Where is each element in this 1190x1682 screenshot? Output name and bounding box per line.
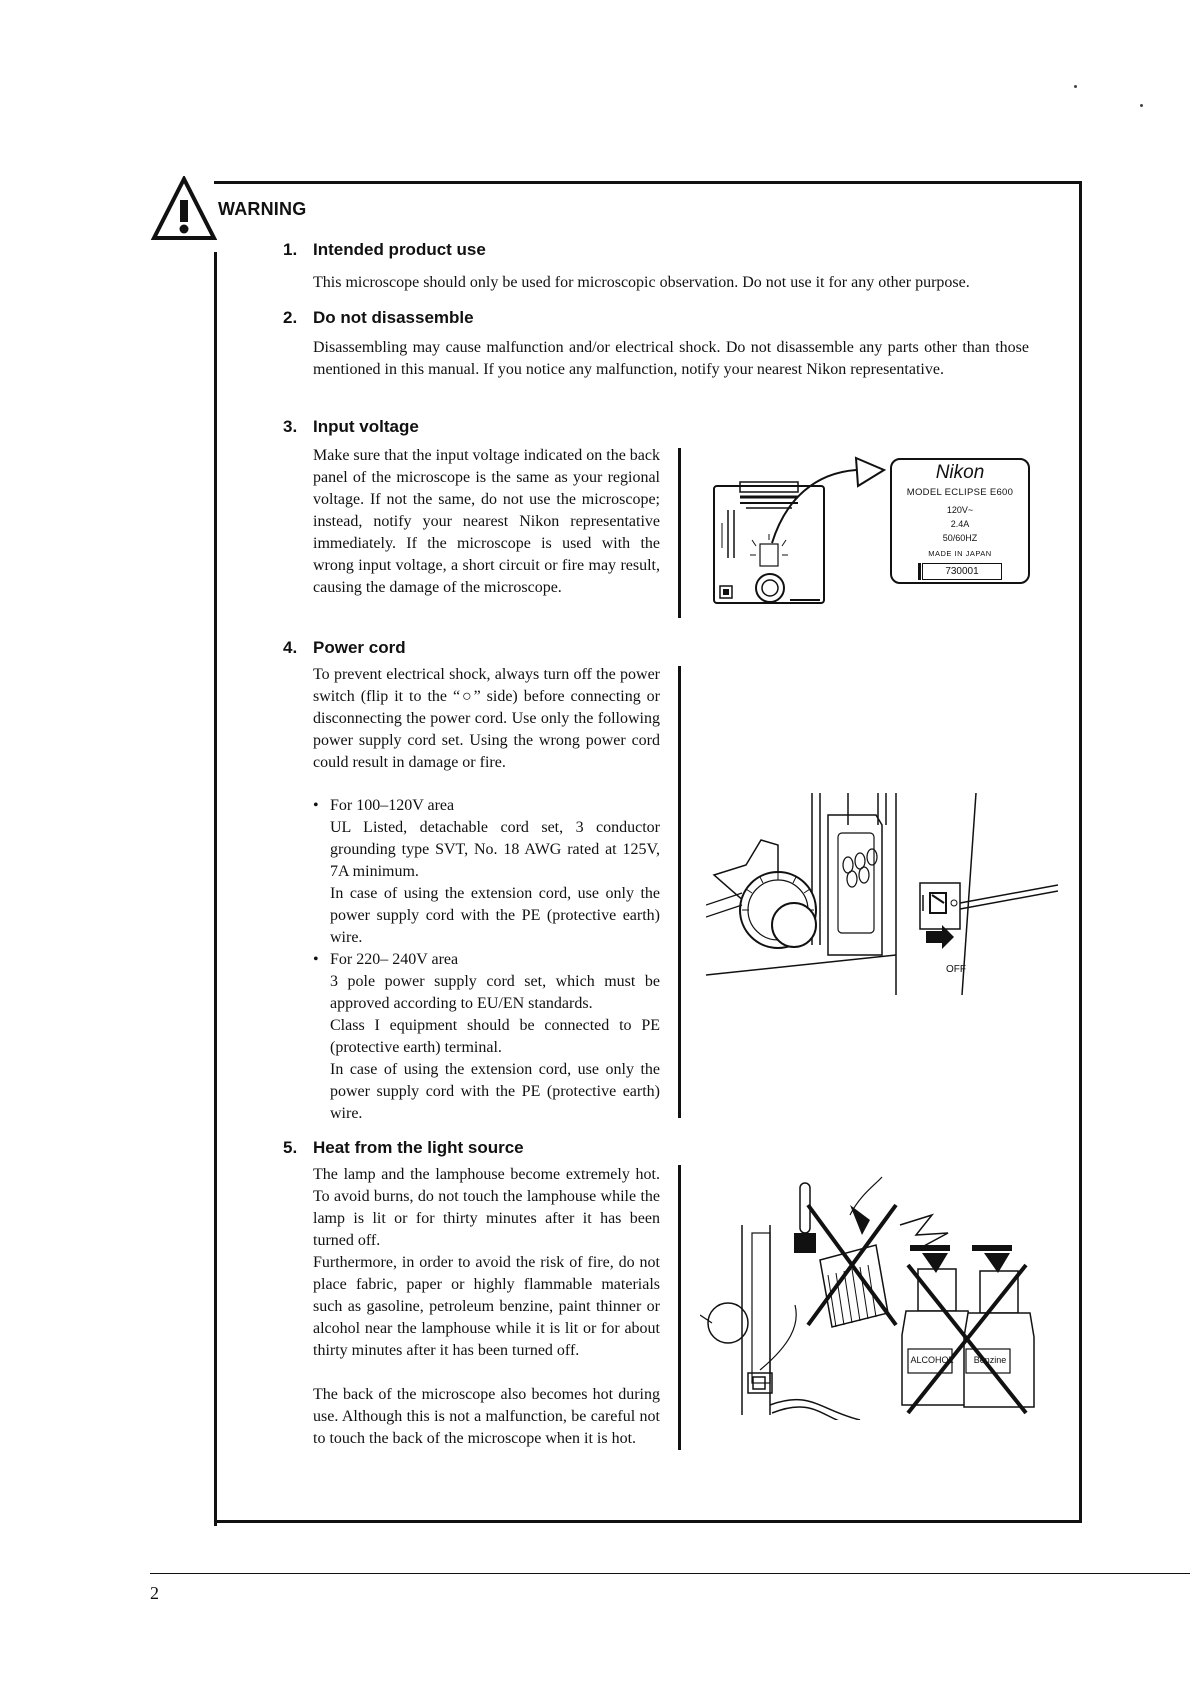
bullet-dot: • [313, 951, 319, 968]
warning-triangle-icon [150, 176, 218, 242]
bullet-dot: • [313, 797, 319, 814]
section-3-number: 3. [283, 417, 298, 436]
bottle-label-benzine: Benzine [973, 1355, 1007, 1365]
rating-label-serial-marker [918, 563, 921, 580]
section-4-text: To prevent electrical shock, always turn off the power switch (flip it to the “○” side) before connecting or disconnecting the power cord. Use only the following power supply cord set. Using the wrong power cord could result in damage or fire. [313, 666, 660, 771]
rating-label-current: 2.4A [950, 519, 970, 529]
section-5-number: 5. [283, 1138, 298, 1157]
page-number: 2 [150, 1583, 159, 1603]
section-5-title: Heat from the light source [313, 1138, 524, 1157]
section-3-title: Input voltage [313, 417, 419, 436]
bullet-100-120v-text-2: In case of using the extension cord, use only the power supply cord with the PE (protective earth) wire. [330, 885, 660, 946]
bullet-220-240v-text-2: Class I equipment should be connected to PE (protective earth) terminal. [330, 1017, 660, 1056]
warning-frame-left-rule [214, 252, 217, 1526]
lamphouse-illustration [700, 1175, 1050, 1420]
section-2-text: Disassembling may cause malfunction and/or electrical shock. Do not disassemble any parts other than those mentioned in this manual. If you notice any malfunction, notify your nearest Nikon representative. [313, 339, 1029, 378]
section-1-title: Intended product use [313, 240, 486, 259]
section-1-text: This microscope should only be used for microscopic observation. Do not use it for any other purpose. [313, 274, 970, 291]
section-4-number: 4. [283, 638, 298, 657]
bullet-220-240v-text-1: 3 pole power supply cord set, which must be approved according to EU/EN standards. [330, 973, 660, 1012]
section-2-number: 2. [283, 308, 298, 327]
section-4-side-rule [678, 666, 681, 1118]
rating-label-origin: MADE IN JAPAN [928, 549, 992, 558]
switch-off-label: OFF [946, 964, 966, 975]
rating-label-model: MODEL ECLIPSE E600 [906, 487, 1014, 498]
section-3-text: Make sure that the input voltage indicated on the back panel of the microscope is the same as your regional voltage. If not the same, do not use the microscope; instead, notify your nearest Nikon representative immediately. If the microscope is used with the wrong input voltage, a short circuit or fire may result, causing the damage of the microscope. [313, 447, 660, 596]
section-5-side-rule [678, 1165, 681, 1450]
section-4-title: Power cord [313, 638, 406, 657]
section-5-text-1: The lamp and the lamphouse become extremely hot. To avoid burns, do not touch the lamphouse while the lamp is lit or for thirty minutes after it has been turned off. [313, 1166, 660, 1249]
section-1-number: 1. [283, 240, 298, 259]
bottle-label-alcohol: ALCOHOL [910, 1355, 954, 1365]
bullet-220-240v-label: For 220– 240V area [330, 951, 459, 968]
rating-label-brand: Nikon [935, 462, 985, 483]
section-5-text-3: The back of the microscope also becomes hot during use. Although this is not a malfunction, be careful not to touch the back of the microscope when it is hot. [313, 1386, 660, 1447]
footer-rule [150, 1573, 1190, 1574]
scan-speck [1140, 104, 1143, 107]
section-2-title: Do not disassemble [313, 308, 474, 327]
bullet-220-240v-text-3: In case of using the extension cord, use only the power supply cord with the PE (protective earth) wire. [330, 1061, 660, 1122]
bullet-100-120v-label: For 100–120V area [330, 797, 455, 814]
bullet-100-120v-text-1: UL Listed, detachable cord set, 3 conductor grounding type SVT, No. 18 AWG rated at 125V, 7A minimum. [330, 819, 660, 880]
back-panel-illustration [706, 448, 886, 613]
scan-speck [1074, 85, 1077, 88]
warning-title: WARNING [218, 199, 307, 219]
rating-label-serial: 730001 [922, 563, 1002, 580]
section-5-text-2: Furthermore, in order to avoid the risk of fire, do not place fabric, paper or highly flammable materials such as gasoline, petroleum benzine, paint thinner or alcohol near the lamphouse while it is lit or for about thirty minutes after it has been turned off. [313, 1254, 660, 1359]
rating-label [890, 458, 1030, 584]
rating-label-voltage: 120V~ [946, 505, 974, 515]
section-3-side-rule [678, 448, 681, 618]
power-switch-illustration [706, 785, 1058, 995]
rating-label-frequency: 50/60HZ [942, 533, 978, 543]
